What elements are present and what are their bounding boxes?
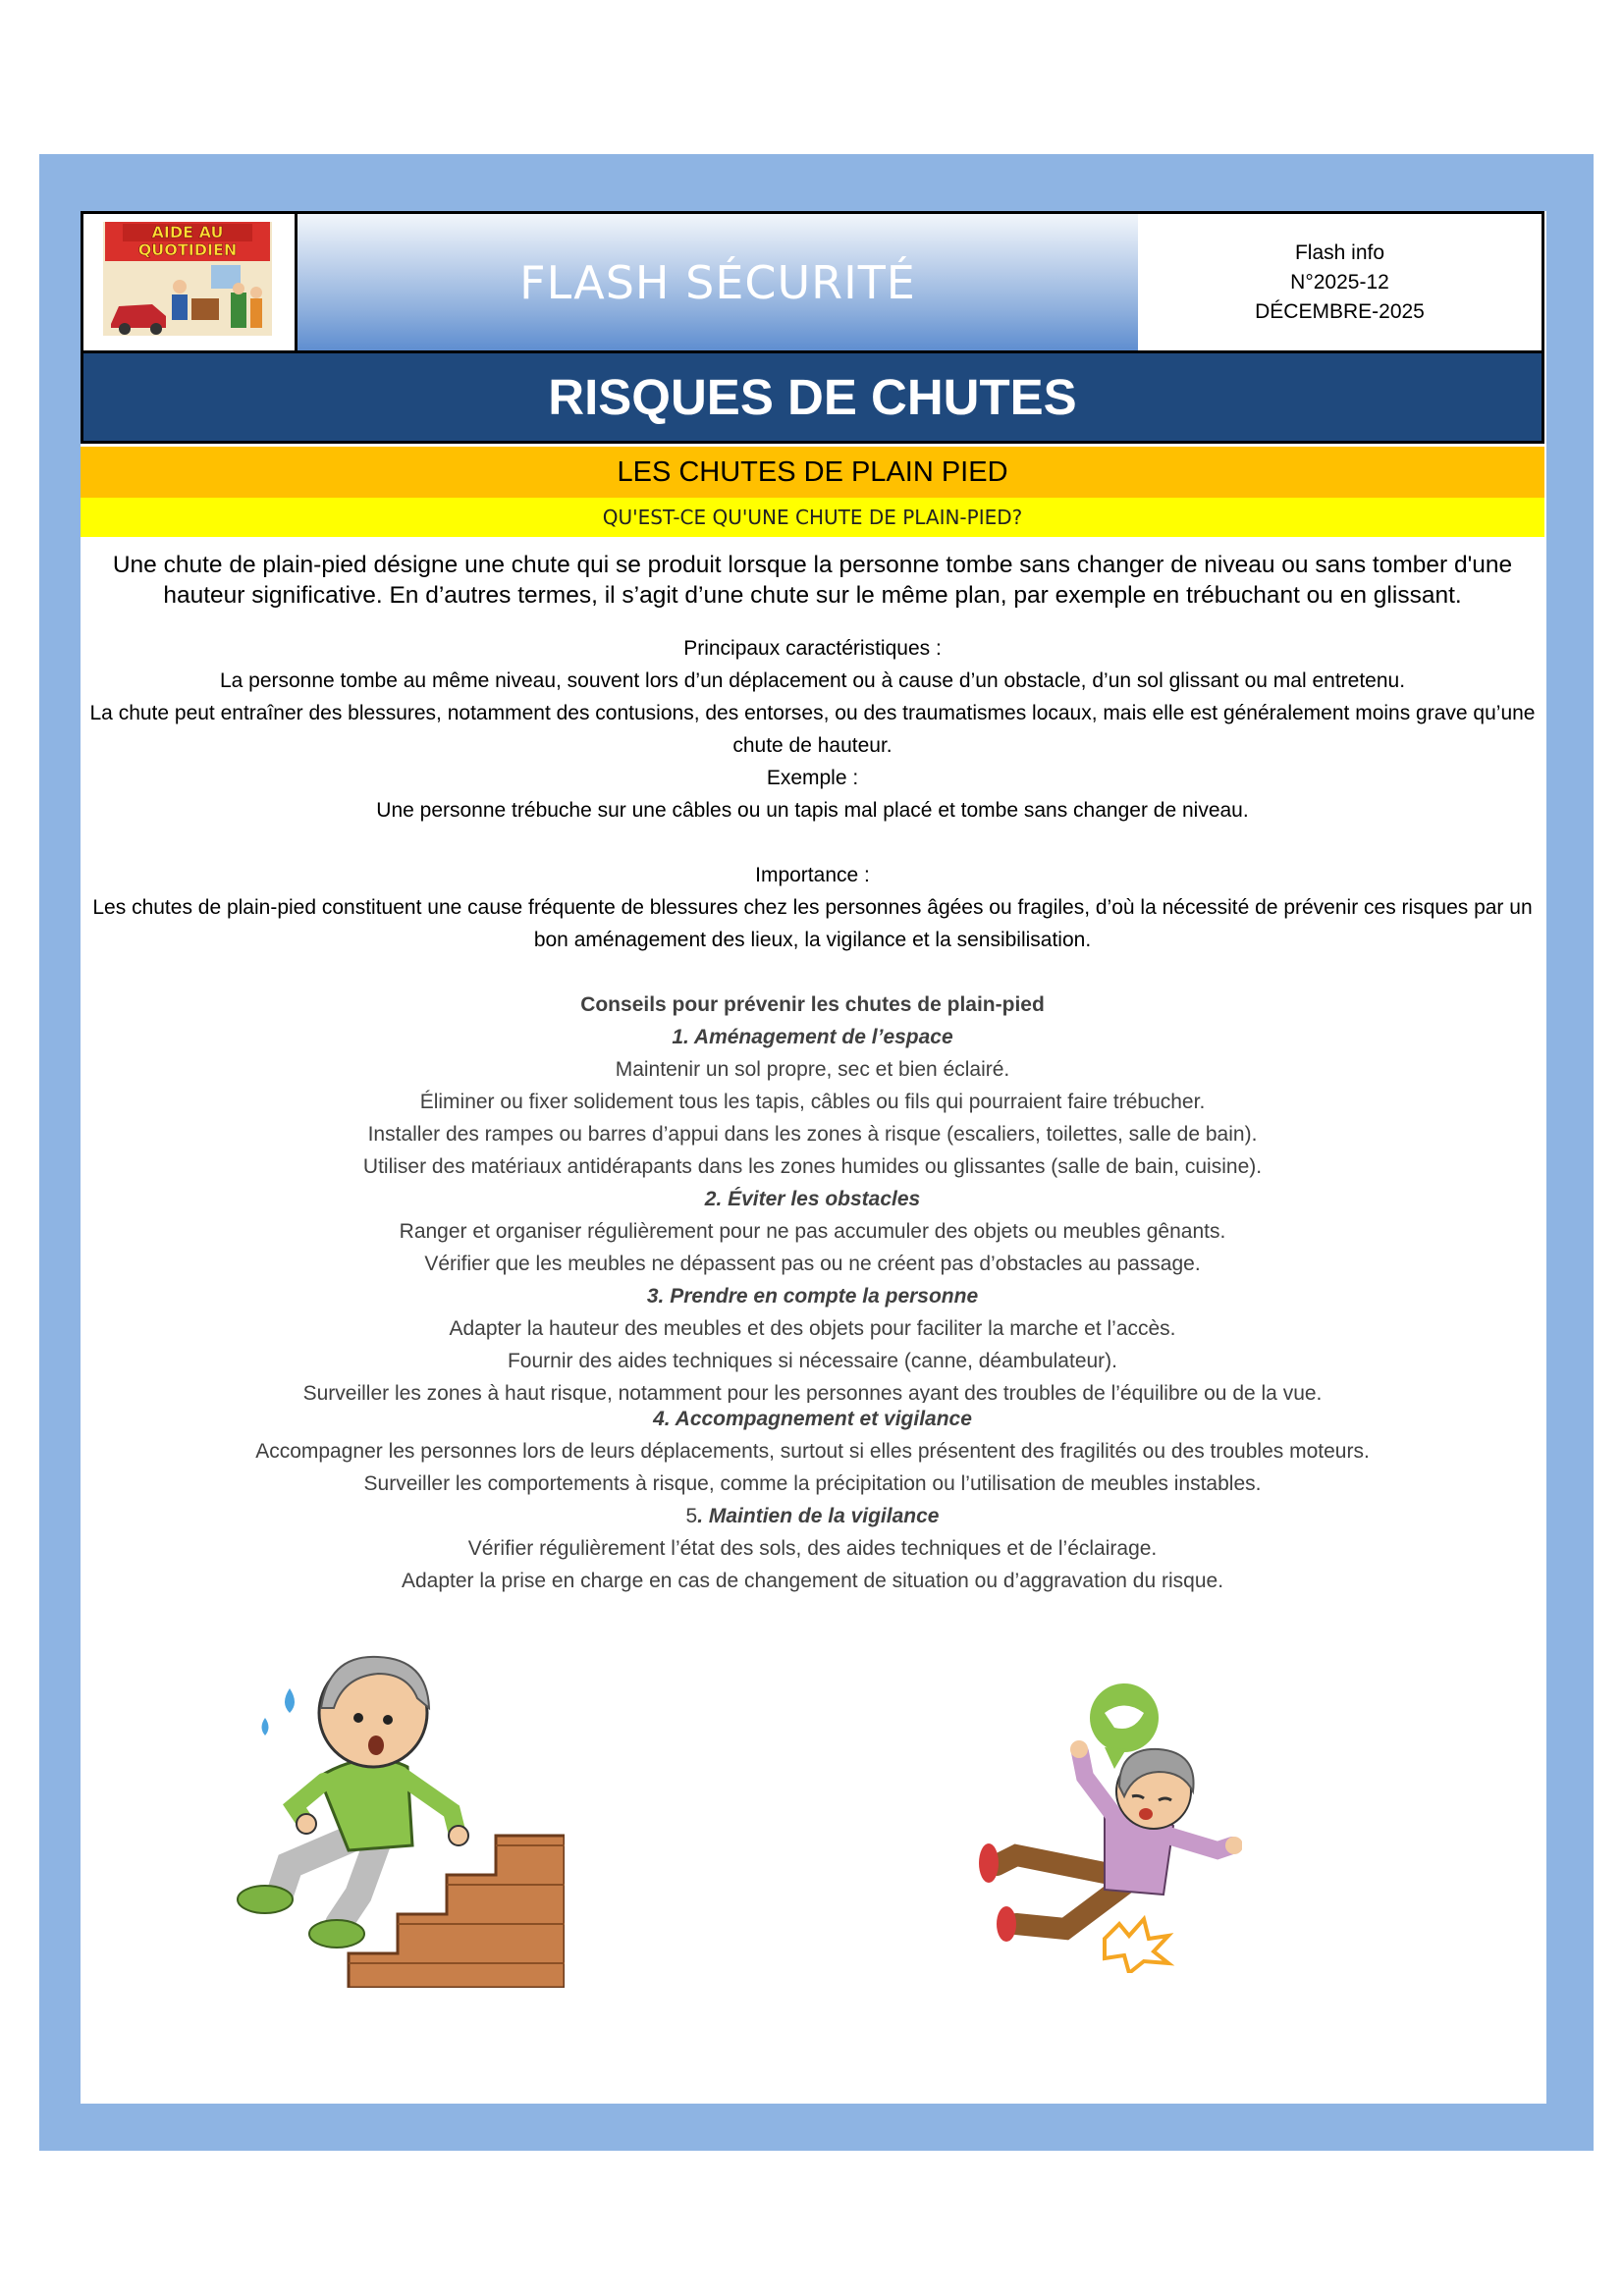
advice-section-5-label: . Maintien de la vigilance bbox=[697, 1505, 940, 1527]
advice-section-5-number: 5 bbox=[685, 1505, 698, 1527]
question-heading: QU'EST-CE QU'UNE CHUTE DE PLAIN-PIED? bbox=[602, 506, 1023, 529]
main-title-bar bbox=[81, 350, 1544, 444]
clipped-line bbox=[88, 1377, 1537, 1403]
advice-item: Maintenir un sol propre, sec et bien éclairé. bbox=[615, 1058, 1010, 1081]
importance-heading: Importance : bbox=[755, 864, 870, 886]
woman-slipping-illustration bbox=[957, 1679, 1242, 1973]
advice-item: Fournir des aides techniques si nécessaire (canne, déambulateur). bbox=[507, 1350, 1117, 1372]
advice-section-4-title: 4. Accompagnement et vigilance bbox=[653, 1408, 972, 1430]
logo bbox=[83, 214, 298, 350]
advice-section-5-title bbox=[88, 1500, 1537, 1532]
logo-text-line1: AIDE AU bbox=[151, 223, 224, 241]
advice-item: Ranger et organiser régulièrement pour ne pas accumuler des objets ou meubles gênants. bbox=[399, 1220, 1226, 1243]
banner bbox=[298, 214, 1138, 350]
issue-info bbox=[1138, 214, 1544, 350]
example-heading: Exemple : bbox=[766, 767, 859, 789]
info-label: Flash info bbox=[1294, 240, 1385, 264]
characteristic-line-2: La chute peut entraîner des blessures, notamment des contusions, des entorses, ou des traumatismes locaux, mais elle est généralement moins grave qu’une chute de hauteur. bbox=[89, 702, 1536, 757]
importance-text: Les chutes de plain-pied constituent une cause fréquente de blessures chez les personnes âgées ou fragiles, d’où la nécessité de prévenir ces risques par un bon aménagement des lieux, la vigilance et la sensibilisation. bbox=[92, 896, 1533, 951]
intro-paragraph: Une chute de plain-pied désigne une chute qui se produit lorsque la personne tombe sans changer de niveau ou sans tomber d'une hauteur significative. En d’autres termes, il s’agit d’une chute sur le même plan, par exemple en trébuchant ou en glissant. bbox=[112, 552, 1513, 609]
issue-date: DÉCEMBRE-2025 bbox=[1255, 299, 1425, 323]
header-row bbox=[81, 211, 1544, 350]
advice-item: Adapter la hauteur des meubles et des objets pour faciliter la marche et l’accès. bbox=[449, 1317, 1176, 1340]
section-title: LES CHUTES DE PLAIN PIED bbox=[617, 455, 1008, 488]
advice-item: Surveiller les zones à haut risque, notamment pour les personnes ayant des troubles de l’équilibre ou de la vue. bbox=[302, 1382, 1323, 1403]
advice-section-2-title: 2. Éviter les obstacles bbox=[704, 1188, 921, 1210]
advice-section-1-title: 1. Aménagement de l’espace bbox=[672, 1026, 953, 1048]
main-content bbox=[88, 550, 1537, 1597]
banner-title: FLASH SÉCURITÉ bbox=[519, 255, 916, 309]
advice-item: Accompagner les personnes lors de leurs déplacements, surtout si elles présentent des fragilités ou des troubles moteurs. bbox=[255, 1440, 1370, 1463]
advice-item: Vérifier régulièrement l’état des sols, des aides techniques et de l’éclairage. bbox=[467, 1537, 1158, 1560]
question-bar bbox=[81, 498, 1544, 537]
logo-text-line2: QUOTIDIEN bbox=[137, 240, 238, 259]
advice-item: Éliminer ou fixer solidement tous les tapis, câbles ou fils qui pourraient faire trébucher. bbox=[419, 1091, 1206, 1113]
advice-section-3-title: 3. Prendre en compte la personne bbox=[646, 1285, 979, 1308]
man-falling-stairs-illustration bbox=[211, 1629, 565, 1988]
example-text: Une personne trébuche sur une câbles ou un tapis mal placé et tombe sans changer de niveau. bbox=[376, 799, 1249, 822]
logo-illustration bbox=[83, 214, 292, 347]
advice-item: Installer des rampes ou barres d’appui dans les zones à risque (escaliers, toilettes, salle de bain). bbox=[367, 1123, 1258, 1146]
section-title-bar bbox=[81, 447, 1544, 498]
advice-item: Utiliser des matériaux antidérapants dans les zones humides ou glissantes (salle de bain, cuisine). bbox=[362, 1155, 1263, 1178]
characteristic-line-1: La personne tombe au même niveau, souvent lors d’un déplacement ou à cause d’un obstacle, d’un sol glissant ou mal entretenu. bbox=[219, 669, 1406, 692]
advice-item: Surveiller les comportements à risque, comme la précipitation ou l’utilisation de meubles instables. bbox=[363, 1472, 1262, 1495]
advice-item: Vérifier que les meubles ne dépassent pas ou ne créent pas d’obstacles au passage. bbox=[424, 1253, 1201, 1275]
main-title: RISQUES DE CHUTES bbox=[548, 369, 1077, 425]
issue-number: N°2025-12 bbox=[1290, 270, 1389, 294]
characteristics-heading: Principaux caractéristiques : bbox=[683, 637, 942, 660]
advice-heading: Conseils pour prévenir les chutes de plain-pied bbox=[580, 993, 1045, 1016]
advice-item: Adapter la prise en charge en cas de changement de situation ou d’aggravation du risque. bbox=[401, 1570, 1224, 1592]
